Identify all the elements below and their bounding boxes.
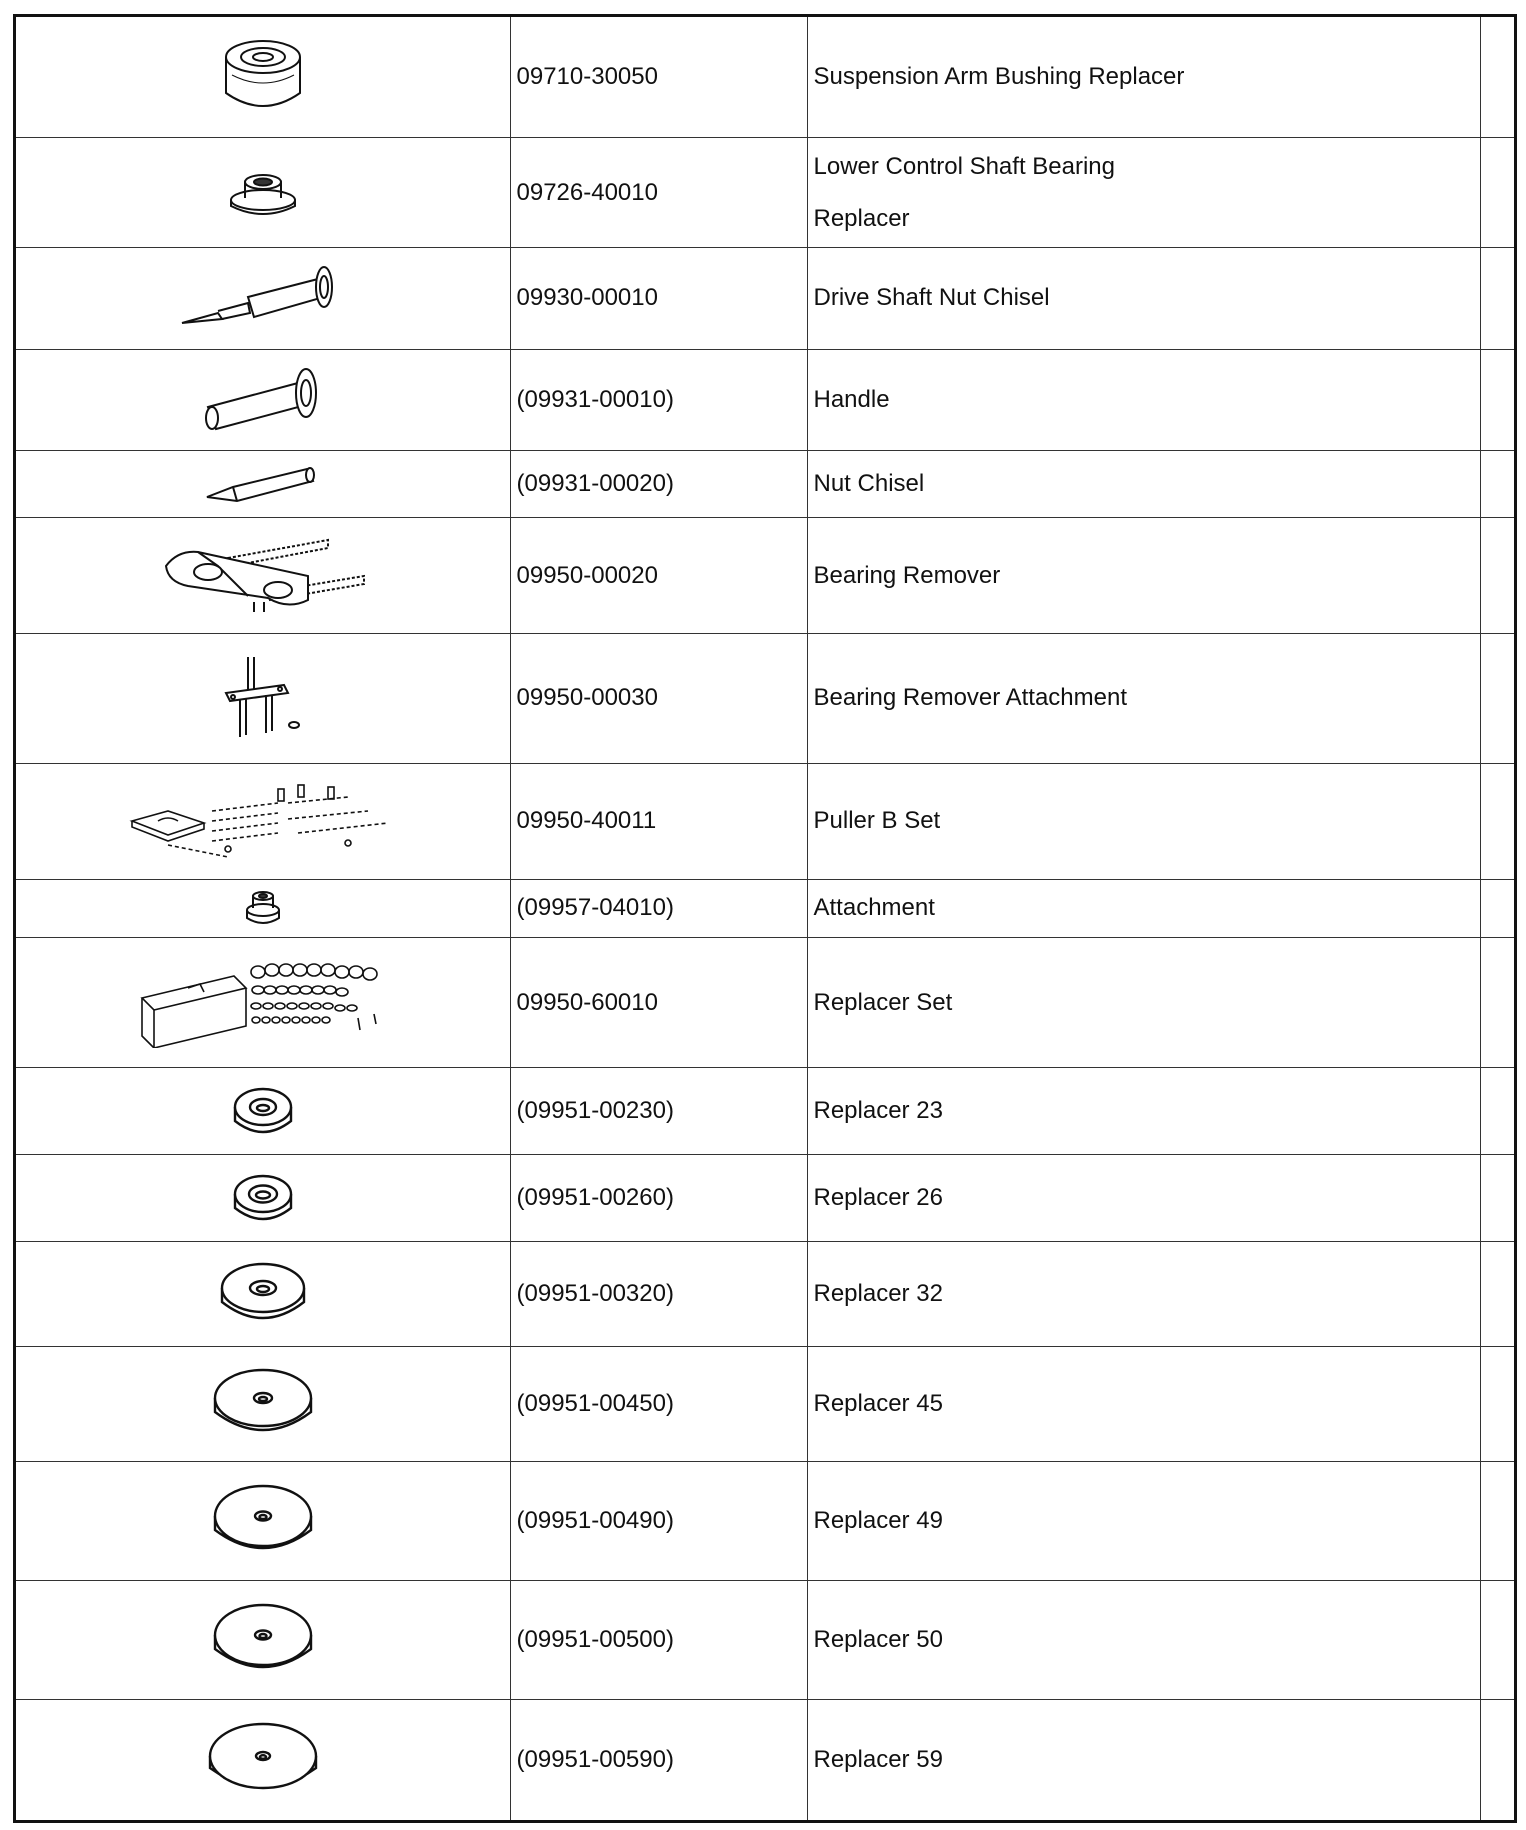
blank-cell (1480, 518, 1514, 634)
replacer-disc-icon (211, 1599, 315, 1681)
puller-set-icon (128, 781, 398, 861)
replacer-disc-icon (231, 1081, 295, 1141)
special-tools-table (16, 17, 1514, 1820)
tool-image-cell (16, 1068, 510, 1155)
part-number: (09951-00500) (510, 1581, 807, 1700)
blank-cell (1480, 1242, 1514, 1346)
part-number: 09950-00030 (510, 633, 807, 763)
part-number: (09951-00490) (510, 1462, 807, 1581)
blank-cell (1480, 17, 1514, 138)
table-row (16, 879, 1514, 938)
tool-image-cell (16, 138, 510, 248)
table-row (16, 938, 1514, 1068)
tool-description: Replacer 45 (807, 1346, 1480, 1462)
table-row (16, 1346, 1514, 1462)
handle-icon (198, 365, 328, 435)
table-row (16, 763, 1514, 879)
tool-image-cell (16, 1699, 510, 1820)
tool-image-cell (16, 763, 510, 879)
blank-cell (1480, 451, 1514, 518)
part-number: (09951-00320) (510, 1242, 807, 1346)
tool-image-cell (16, 17, 510, 138)
part-number: (09951-00230) (510, 1068, 807, 1155)
tool-description: Replacer Set (807, 938, 1480, 1068)
tool-image-cell (16, 633, 510, 763)
table-row (16, 518, 1514, 634)
table-row (16, 633, 1514, 763)
part-number: 09930-00010 (510, 248, 807, 349)
tool-image-cell (16, 518, 510, 634)
table-row (16, 1699, 1514, 1820)
table-row (16, 349, 1514, 450)
blank-cell (1480, 248, 1514, 349)
part-number: (09957-04010) (510, 879, 807, 938)
bushing-replacer-icon (218, 35, 308, 119)
tool-description: Replacer 59 (807, 1699, 1480, 1820)
table-row (16, 248, 1514, 349)
table-row (16, 138, 1514, 248)
nut-chisel-assembly-icon (178, 263, 348, 333)
part-number: 09950-00020 (510, 518, 807, 634)
replacer-disc-icon (211, 1480, 315, 1562)
blank-cell (1480, 938, 1514, 1068)
tool-description: Nut Chisel (807, 451, 1480, 518)
blank-cell (1480, 1155, 1514, 1242)
part-number: (09931-00020) (510, 451, 807, 518)
tool-description: Lower Control Shaft Bearing Replacer (807, 138, 1480, 248)
blank-cell (1480, 1346, 1514, 1462)
blank-cell (1480, 763, 1514, 879)
tool-description: Replacer 49 (807, 1462, 1480, 1581)
bearing-replacer-icon (227, 168, 299, 218)
tool-image-cell (16, 1581, 510, 1700)
blank-cell (1480, 1581, 1514, 1700)
tool-description: Replacer 26 (807, 1155, 1480, 1242)
tool-image-cell (16, 451, 510, 518)
part-number: (09951-00590) (510, 1699, 807, 1820)
table-row (16, 1581, 1514, 1700)
remover-attachment-icon (218, 653, 308, 743)
blank-cell (1480, 349, 1514, 450)
blank-cell (1480, 1699, 1514, 1820)
part-number: 09950-40011 (510, 763, 807, 879)
bearing-remover-icon (158, 536, 368, 616)
attachment-icon (241, 888, 285, 928)
tool-description: Attachment (807, 879, 1480, 938)
tool-image-cell (16, 879, 510, 938)
table-row (16, 1242, 1514, 1346)
replacer-set-icon (138, 958, 388, 1048)
blank-cell (1480, 633, 1514, 763)
tool-list-sheet (13, 14, 1517, 1823)
tool-image-cell (16, 248, 510, 349)
tool-image-cell (16, 349, 510, 450)
blank-cell (1480, 1462, 1514, 1581)
tool-description: Bearing Remover Attachment (807, 633, 1480, 763)
tool-image-cell (16, 1242, 510, 1346)
tool-description: Suspension Arm Bushing Replacer (807, 17, 1480, 138)
chisel-icon (203, 461, 323, 507)
tool-description: Puller B Set (807, 763, 1480, 879)
blank-cell (1480, 879, 1514, 938)
part-number: (09951-00260) (510, 1155, 807, 1242)
table-row (16, 17, 1514, 138)
part-number: 09710-30050 (510, 17, 807, 138)
replacer-disc-icon (211, 1364, 315, 1444)
part-number: (09931-00010) (510, 349, 807, 450)
tool-description: Replacer 50 (807, 1581, 1480, 1700)
tool-description: Handle (807, 349, 1480, 450)
table-row (16, 451, 1514, 518)
replacer-disc-icon (206, 1718, 320, 1802)
part-number: (09951-00450) (510, 1346, 807, 1462)
blank-cell (1480, 138, 1514, 248)
replacer-disc-icon (231, 1168, 295, 1228)
part-number: 09950-60010 (510, 938, 807, 1068)
tool-description: Bearing Remover (807, 518, 1480, 634)
part-number: 09726-40010 (510, 138, 807, 248)
tool-description: Replacer 23 (807, 1068, 1480, 1155)
table-row (16, 1155, 1514, 1242)
table-row (16, 1462, 1514, 1581)
tool-description: Drive Shaft Nut Chisel (807, 248, 1480, 349)
blank-cell (1480, 1068, 1514, 1155)
tool-description: Replacer 32 (807, 1242, 1480, 1346)
replacer-disc-icon (218, 1258, 308, 1330)
tool-image-cell (16, 1155, 510, 1242)
table-row (16, 1068, 1514, 1155)
tool-image-cell (16, 1346, 510, 1462)
tool-image-cell (16, 1462, 510, 1581)
tool-image-cell (16, 938, 510, 1068)
